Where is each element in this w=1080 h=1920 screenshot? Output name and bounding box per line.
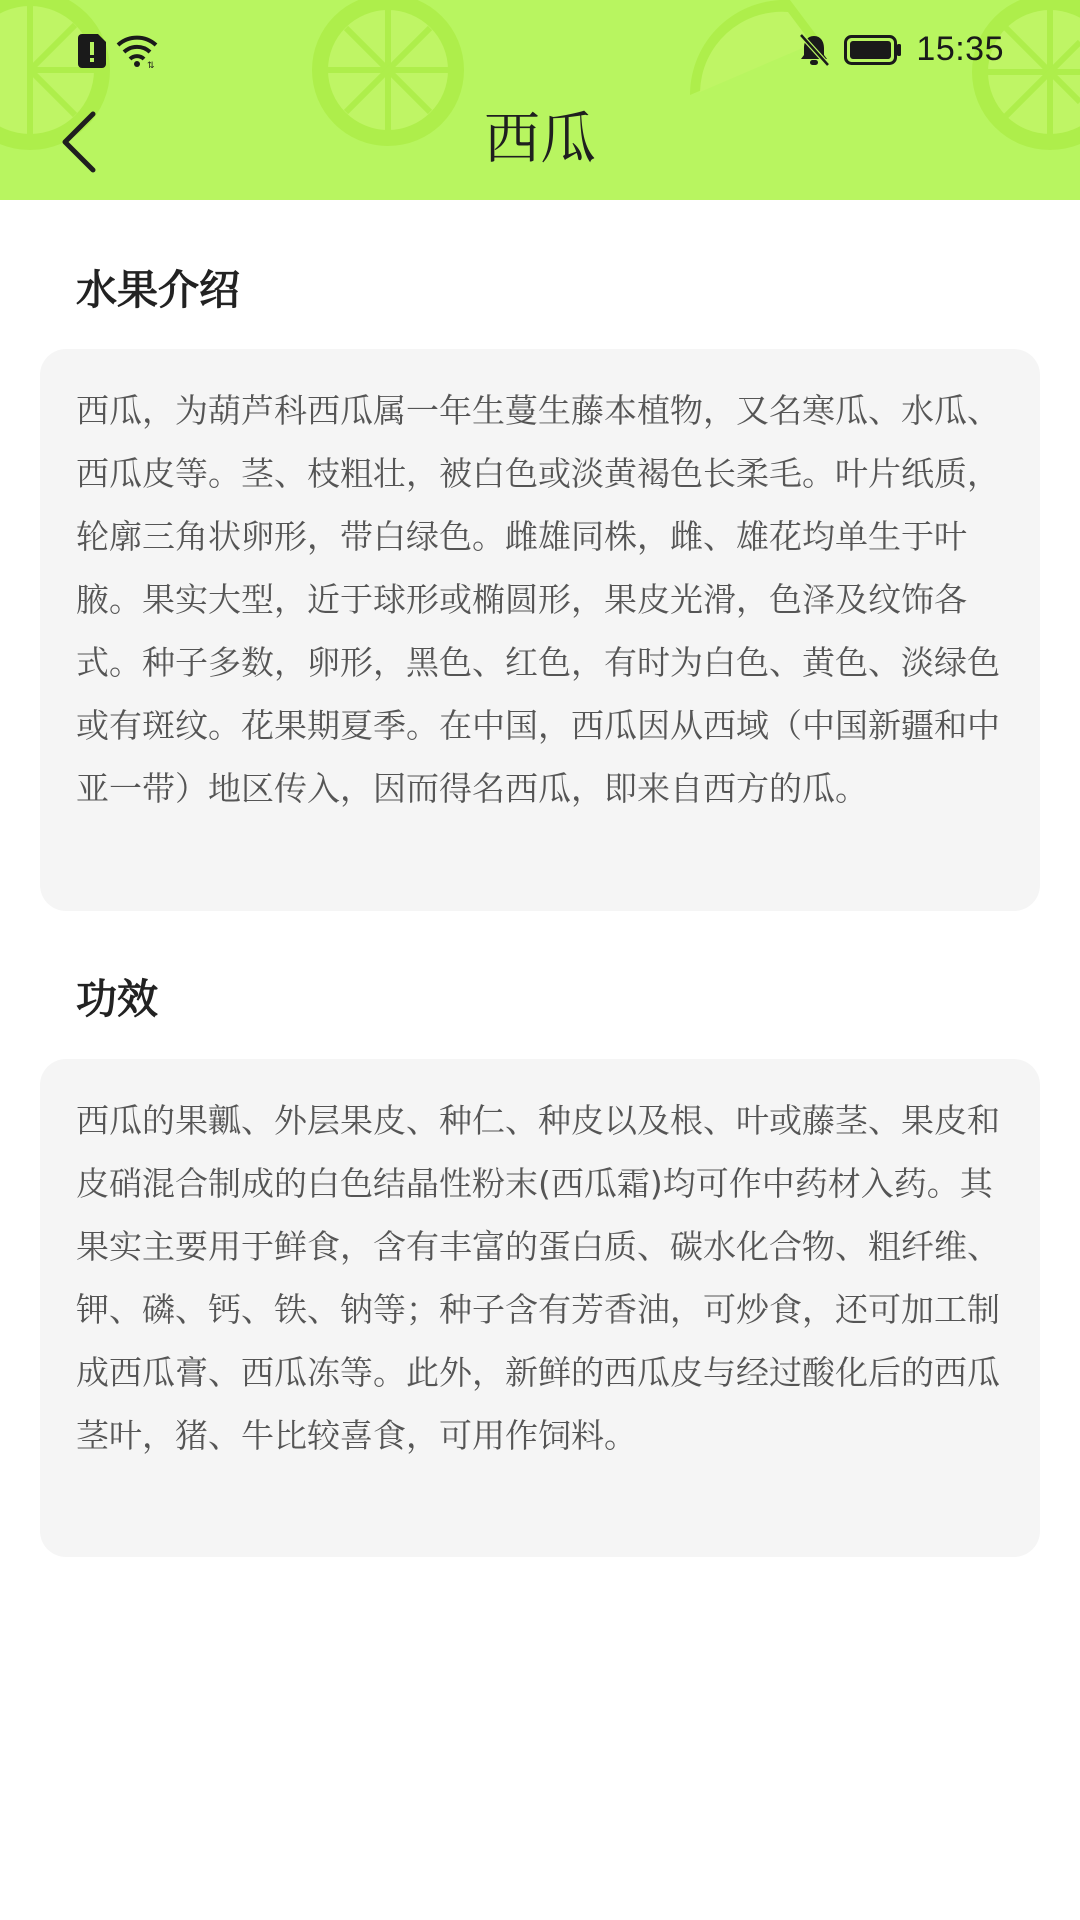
svg-text:⇅: ⇅: [147, 60, 155, 68]
status-right-icons: [798, 30, 1004, 69]
intro-card: [40, 349, 1040, 911]
status-left-icons: [78, 34, 158, 68]
sim-alert-icon: [78, 34, 106, 68]
section-title-effects: 功效: [76, 975, 158, 1023]
wifi-icon: [116, 34, 158, 68]
effects-text: 西瓜的果瓤、外层果皮、种仁、种皮以及根、叶或藤茎、果皮和皮硝混合制成的白色结晶性粉末(西瓜霜)均可作中药材入药。其果实主要用于鲜食，含有丰富的蛋白质、碳水化合物、粗纤维、钾、磷、钙、铁、钠等；种子含有芳香油，可炒食，还可加工制成西瓜膏、西瓜冻等。此外，新鲜的西瓜皮与经过酸化后的西瓜茎叶，猪、牛比较喜食，可用作饲料。: [76, 1101, 1000, 1455]
bell-off-icon: [798, 33, 830, 67]
page-title: 西瓜: [484, 107, 596, 172]
section-title-intro: 水果介绍: [76, 266, 240, 314]
header: [0, 0, 1080, 200]
nav-bar: [0, 98, 1080, 188]
intro-text: 西瓜，为葫芦科西瓜属一年生蔓生藤本植物，又名寒瓜、水瓜、西瓜皮等。茎、枝粗壮，被白色或淡黄褐色长柔毛。叶片纸质，轮廓三角状卵形，带白绿色。雌雄同株，雌、雄花均单生于叶腋。果实大型，近于球形或椭圆形，果皮光滑，色泽及纹饰各式。种子多数，卵形，黑色、红色，有时为白色、黄色、淡绿色或有斑纹。花果期夏季。在中国，西瓜因从西域（中国新疆和中亚一带）地区传入，因而得名西瓜，即来自西方的瓜。: [76, 391, 1000, 808]
status-bar: [0, 0, 1080, 110]
status-time: 15:35: [916, 30, 1004, 68]
battery-icon: [844, 35, 902, 65]
effects-card: [40, 1059, 1040, 1557]
